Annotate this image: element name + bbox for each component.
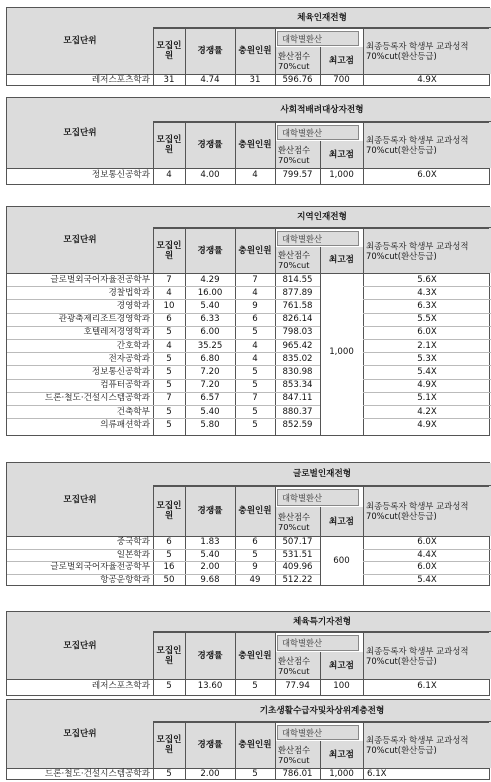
ratio-value: 7.20 [200,380,220,391]
final-grade-value: 6.1X [417,681,437,691]
caption-divider [153,632,489,633]
row-divider [363,339,491,340]
score-value: 880.37 [282,406,313,417]
row-divider [363,365,491,366]
unit-name: 항공운항학과 [100,574,150,585]
ratio-header: 경쟁률 [185,28,235,74]
final-grade-value: 5.1X [417,393,437,404]
extra-value: 5 [252,366,258,377]
quota-value: 5 [166,681,172,691]
unit-name: 간호학과 [116,340,150,351]
final-grade-value: 6.1X [367,769,387,779]
ratio-value: 2.00 [200,562,220,573]
row-divider [7,392,320,393]
quota-header: 모집인원 [153,122,185,168]
row-divider [363,379,491,380]
ratio-value: 5.80 [200,419,220,430]
unit-header: 모집단위 [7,8,153,74]
row-divider [363,561,491,562]
unit-header: 모집단위 [7,612,153,679]
final-grade-value: 5.3X [417,353,437,364]
ratio-value: 5.40 [200,300,220,311]
table-title: 지역인재전형 [153,207,491,228]
extra-value: 5 [252,769,258,779]
quota-header: 모집인원 [153,28,185,74]
admission-table [6,7,490,86]
conversion-score-header: 환산점수 70%cut [275,741,320,768]
quota-value: 16 [163,562,175,573]
unit-name: 건축학부 [116,406,150,417]
quota-value: 5 [166,406,172,417]
score-value: 853.34 [282,380,313,391]
quota-header: 모집인원 [153,228,185,273]
ratio-header: 경쟁률 [185,632,235,679]
unit-header: 모집단위 [7,700,153,768]
extra-value: 4 [252,353,258,364]
final-grade-value: 6.0X [417,170,437,180]
row-divider [7,405,320,406]
extra-value: 31 [249,75,261,85]
unit-name: 글로벌외국어자율전공학부 [50,562,150,573]
quota-value: 5 [166,380,172,391]
final-grade-value: 5.4X [417,574,437,585]
score-value: 531.51 [282,549,313,560]
row-divider [363,549,491,550]
ratio-header: 경쟁률 [185,122,235,168]
unit-name: 호텔레저경영학과 [83,327,150,338]
extra-header: 충원인원 [235,722,275,768]
row-divider [7,286,320,287]
conversion-group-header: 대학별환산 [277,231,359,246]
final-grade-header: 최종등록자 학생부 교과성적 70%cut(환산등급) [363,486,491,536]
unit-header: 모집단위 [7,98,153,168]
min-score-value: 1,000 [329,170,354,180]
final-grade-header: 최종등록자 학생부 교과성적 70%cut(환산등급) [363,228,491,273]
unit-name: 일본학과 [116,549,150,560]
extra-value: 4 [252,287,258,298]
table-title: 체육특기자전형 [153,612,491,632]
table-title: 글로벌인재전형 [153,463,491,486]
extra-value: 5 [252,327,258,338]
merged-min-score: 1,000 [329,347,354,358]
extra-header: 충원인원 [235,122,275,168]
min-score-value: 100 [333,681,350,691]
column-divider [320,679,321,695]
quota-value: 5 [166,769,172,779]
quota-value: 7 [166,274,172,285]
quota-value: 50 [163,574,175,585]
admission-table [6,611,490,696]
unit-header: 모집단위 [7,463,153,536]
extra-value: 6 [252,314,258,325]
min-score-header: 최고점 [320,507,363,536]
min-score-header: 최고점 [320,247,363,273]
unit-name: 전자공학과 [108,353,150,364]
score-value: 409.96 [282,562,313,573]
quota-value: 5 [166,353,172,364]
extra-value: 7 [252,274,258,285]
min-score-header: 최고점 [320,741,363,768]
merged-min-score: 600 [333,556,350,566]
final-grade-header: 최종등록자 학생부 교과성적 70%cut(환산등급) [363,28,491,74]
score-value: 814.55 [282,274,313,285]
table-title: 기초생활수급자및차상위계층전형 [153,700,491,722]
conversion-score-header: 환산점수 70%cut [275,507,320,536]
admission-table [6,206,490,436]
final-grade-value: 6.0X [417,327,437,338]
final-grade-value: 4.9X [417,380,437,391]
admission-table [6,97,490,185]
score-value: 830.98 [282,366,313,377]
ratio-value: 6.80 [200,353,220,364]
min-score-header: 최고점 [320,141,363,168]
unit-name: 의류패션학과 [100,419,150,430]
row-divider [363,299,491,300]
unit-name: 관광축제리조트경영학과 [58,314,150,325]
quota-header: 모집인원 [153,722,185,768]
extra-value: 5 [252,549,258,560]
column-divider [320,536,321,585]
final-grade-value: 4.9X [417,419,437,430]
conversion-group-header: 대학별환산 [277,489,359,506]
row-divider [7,313,320,314]
quota-value: 4 [166,340,172,351]
row-divider [363,574,491,575]
extra-value: 5 [252,419,258,430]
extra-value: 9 [252,562,258,573]
final-grade-value: 6.0X [417,562,437,573]
final-grade-value: 4.4X [417,549,437,560]
score-value: 77.94 [285,681,310,691]
final-grade-value: 5.5X [417,314,437,325]
row-divider [363,352,491,353]
score-value: 798.03 [282,327,313,338]
extra-header: 충원인원 [235,632,275,679]
min-score-header: 최고점 [320,47,363,74]
row-divider [7,352,320,353]
row-divider [7,379,320,380]
conversion-group-header: 대학별환산 [277,725,359,740]
ratio-value: 4.29 [200,274,220,285]
ratio-value: 6.57 [200,393,220,404]
ratio-value: 35.25 [197,340,223,351]
score-value: 512.22 [282,574,313,585]
ratio-value: 4.74 [200,75,220,85]
quota-value: 10 [163,300,175,311]
ratio-value: 13.60 [197,681,223,691]
unit-name: 글로벌외국어자율전공학부 [50,274,150,285]
quota-value: 5 [166,366,172,377]
ratio-value: 5.40 [200,406,220,417]
quota-value: 31 [163,75,175,85]
final-grade-value: 4.9X [417,75,437,85]
ratio-value: 1.83 [200,537,220,548]
extra-value: 6 [252,537,258,548]
conversion-group-header: 대학별환산 [277,31,359,46]
row-divider [363,392,491,393]
ratio-value: 7.20 [200,366,220,377]
unit-name: 레저스포츠학과 [91,681,150,691]
column-divider [320,768,321,779]
table-title: 사회적배려대상자전형 [153,98,491,122]
unit-name: 컴퓨터공학과 [100,380,150,391]
ratio-header: 경쟁률 [185,228,235,273]
row-divider [7,365,320,366]
unit-name: 경영학과 [116,300,150,311]
score-value: 596.76 [282,75,313,85]
caption-divider [153,28,489,29]
admission-table [6,699,490,780]
unit-name: 정보통신공학과 [91,366,150,377]
score-value: 799.57 [282,170,313,180]
ratio-header: 경쟁률 [185,722,235,768]
column-divider [320,74,321,85]
final-grade-value: 4.3X [417,287,437,298]
final-grade-value: 6.0X [417,537,437,548]
row-divider [363,286,491,287]
conversion-score-header: 환산점수 70%cut [275,652,320,679]
caption-divider [153,486,489,487]
caption-divider [153,722,489,723]
score-value: 507.17 [282,537,313,548]
row-divider [7,549,320,550]
unit-name: 경찰법학과 [108,287,150,298]
ratio-value: 4.00 [200,170,220,180]
quota-value: 7 [166,393,172,404]
extra-value: 7 [252,393,258,404]
row-divider [7,326,320,327]
row-divider [7,299,320,300]
final-grade-value: 2.1X [417,340,437,351]
quota-value: 5 [166,549,172,560]
score-value: 786.01 [282,769,313,779]
score-value: 847.11 [282,393,313,404]
final-grade-header: 최종등록자 학생부 교과성적 70%cut(환산등급) [363,632,491,679]
conversion-group-header: 대학별환산 [277,125,359,140]
ratio-value: 16.00 [197,287,223,298]
score-value: 826.14 [282,314,313,325]
score-value: 852.59 [282,419,313,430]
ratio-value: 2.00 [200,769,220,779]
quota-value: 4 [166,170,172,180]
caption-divider [153,228,489,229]
column-divider [320,273,321,435]
unit-name: 드론·철도·건설시스템공학과 [44,769,150,779]
ratio-value: 9.68 [200,574,220,585]
ratio-header: 경쟁률 [185,486,235,536]
quota-value: 6 [166,314,172,325]
quota-value: 5 [166,327,172,338]
extra-value: 9 [252,300,258,311]
conversion-group-header: 대학별환산 [277,635,359,651]
row-divider [363,405,491,406]
min-score-header: 최고점 [320,652,363,679]
final-grade-header: 최종등록자 학생부 교과성적 70%cut(환산등급) [363,722,491,768]
column-divider [320,168,321,184]
admission-table [6,462,490,586]
unit-name: 정보통신공학과 [91,170,150,180]
extra-value: 49 [249,574,261,585]
extra-value: 4 [252,170,258,180]
conversion-score-header: 환산점수 70%cut [275,47,320,74]
score-value: 965.42 [282,340,313,351]
unit-header: 모집단위 [7,207,153,273]
score-value: 761.58 [282,300,313,311]
extra-header: 충원인원 [235,228,275,273]
table-title: 체육인재전형 [153,8,491,28]
extra-value: 5 [252,406,258,417]
score-value: 835.02 [282,353,313,364]
unit-name: 중국학과 [116,537,150,548]
final-grade-header: 최종등록자 학생부 교과성적 70%cut(환산등급) [363,122,491,168]
quota-value: 5 [166,419,172,430]
score-value: 877.89 [282,287,313,298]
ratio-value: 6.33 [200,314,220,325]
unit-name: 드론·철도·건설시스템공학과 [44,393,150,404]
quota-value: 6 [166,537,172,548]
conversion-score-header: 환산점수 70%cut [275,141,320,168]
min-score-value: 700 [333,75,350,85]
final-grade-value: 6.3X [417,300,437,311]
final-grade-value: 5.6X [417,274,437,285]
row-divider [7,339,320,340]
caption-divider [153,122,489,123]
extra-value: 5 [252,380,258,391]
extra-header: 충원인원 [235,28,275,74]
unit-name: 레저스포츠학과 [91,75,150,85]
row-divider [7,561,320,562]
row-divider [7,574,320,575]
quota-header: 모집인원 [153,486,185,536]
row-divider [363,326,491,327]
row-divider [363,313,491,314]
final-grade-value: 5.4X [417,366,437,377]
row-divider [7,418,320,419]
extra-value: 4 [252,340,258,351]
final-grade-value: 4.2X [417,406,437,417]
quota-value: 4 [166,287,172,298]
min-score-value: 1,000 [329,769,354,779]
ratio-value: 6.00 [200,327,220,338]
row-divider [363,418,491,419]
quota-header: 모집인원 [153,632,185,679]
extra-header: 충원인원 [235,486,275,536]
conversion-score-header: 환산점수 70%cut [275,247,320,273]
ratio-value: 5.40 [200,549,220,560]
extra-value: 5 [252,681,258,691]
